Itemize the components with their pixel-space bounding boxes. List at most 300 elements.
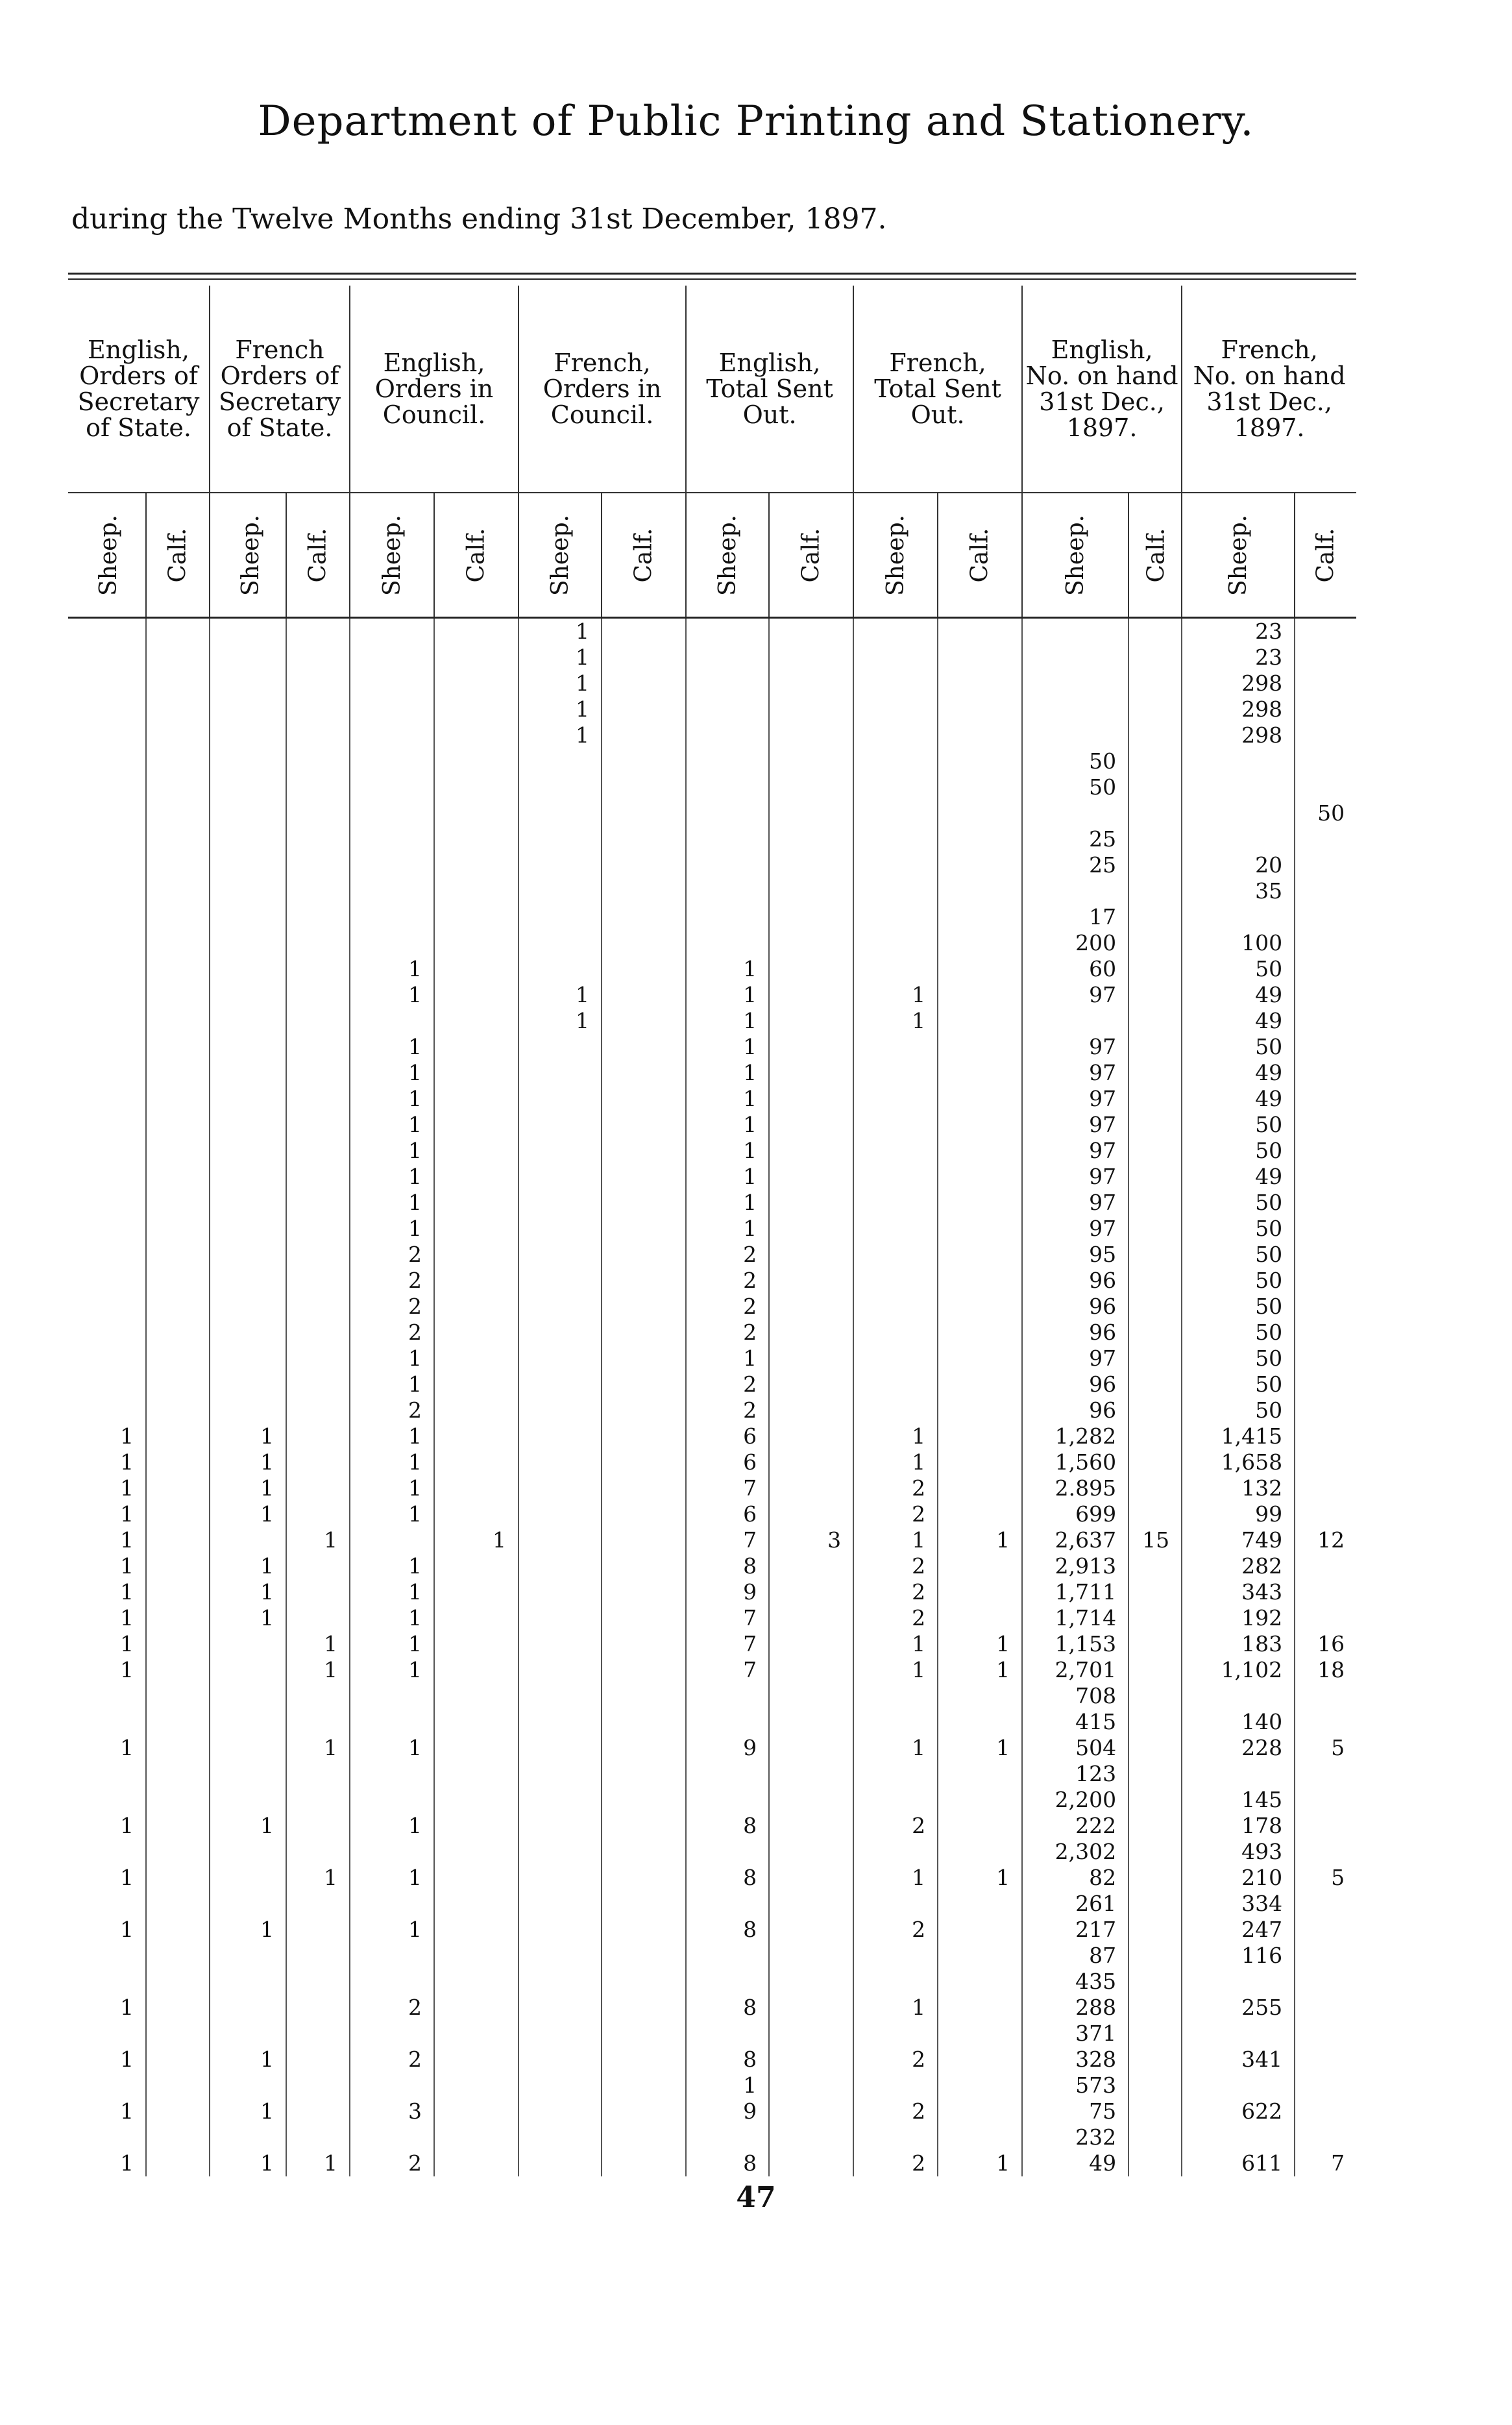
table-cell — [769, 774, 853, 800]
table-cell — [434, 2021, 518, 2047]
table-cell — [938, 1683, 1022, 1709]
table-cell: 96 — [1022, 1372, 1128, 1397]
table-cell — [146, 930, 210, 956]
table-cell — [210, 878, 286, 904]
table-cell — [1295, 1709, 1356, 1735]
table-cell — [1128, 1008, 1182, 1034]
table-cell — [602, 826, 686, 852]
table-cell: 1 — [68, 1735, 146, 1761]
table-cell: 96 — [1022, 1294, 1128, 1320]
table-cell — [602, 878, 686, 904]
table-cell: 328 — [1022, 2047, 1128, 2073]
table-cell — [938, 1995, 1022, 2021]
table-cell — [853, 774, 938, 800]
table-row — [68, 1865, 1356, 1891]
table-cell — [518, 1839, 602, 1865]
table-cell: 96 — [1022, 1268, 1128, 1294]
table-cell — [602, 982, 686, 1008]
table-cell: 1 — [686, 1112, 769, 1138]
table-cell — [1128, 2047, 1182, 2073]
table-cell: 1 — [68, 1657, 146, 1683]
table-row — [68, 1475, 1356, 1501]
table-cell — [686, 671, 769, 696]
group-header-line: English, — [88, 336, 189, 364]
table-cell — [286, 1839, 350, 1865]
table-cell — [68, 1346, 146, 1372]
table-cell — [1128, 1891, 1182, 1917]
table-cell: 7 — [686, 1657, 769, 1683]
table-cell — [68, 1294, 146, 1320]
table-cell: 75 — [1022, 2099, 1128, 2124]
table-cell: 123 — [1022, 1761, 1128, 1787]
table-cell — [769, 1579, 853, 1605]
table-cell — [146, 1164, 210, 1190]
table-cell — [210, 1631, 286, 1657]
table-cell: 1 — [350, 1475, 434, 1501]
table-cell: 1 — [286, 2150, 350, 2176]
table-cell: 1 — [518, 618, 602, 645]
table-cell — [938, 1190, 1022, 1216]
table-cell — [68, 645, 146, 671]
table-cell — [853, 1138, 938, 1164]
table-cell: 1 — [286, 1735, 350, 1761]
table-cell — [1295, 2124, 1356, 2150]
table-cell — [1295, 1138, 1356, 1164]
table-cell — [434, 1397, 518, 1423]
table-cell — [146, 1138, 210, 1164]
table-cell — [686, 2124, 769, 2150]
table-cell — [146, 1034, 210, 1060]
table-cell: 50 — [1182, 1190, 1295, 1216]
table-row — [68, 982, 1356, 1008]
table-cell — [210, 800, 286, 826]
table-cell — [938, 1969, 1022, 1995]
table-cell — [434, 748, 518, 774]
table-cell — [146, 774, 210, 800]
table-cell: 5 — [1295, 1735, 1356, 1761]
column-header-label: Calf. — [1312, 527, 1339, 583]
table-cell: 9 — [686, 2099, 769, 2124]
table-cell — [146, 1397, 210, 1423]
table-cell: 1 — [210, 1605, 286, 1631]
table-cell: 2 — [686, 1397, 769, 1423]
table-cell — [853, 2073, 938, 2099]
table-cell — [1295, 1346, 1356, 1372]
table-cell — [938, 1839, 1022, 1865]
column-header-label: Calf. — [1143, 527, 1170, 583]
table-cell — [853, 748, 938, 774]
table-cell: 1 — [938, 1735, 1022, 1761]
table-cell — [853, 852, 938, 878]
table-cell: 49 — [1182, 982, 1295, 1008]
table-cell — [1295, 1995, 1356, 2021]
table-cell: 23 — [1182, 618, 1295, 645]
group-header-line: of State. — [226, 413, 333, 442]
group-header-line: 31st Dec., — [1206, 388, 1332, 416]
table-cell — [853, 904, 938, 930]
table-cell — [210, 1683, 286, 1709]
table-cell — [938, 1891, 1022, 1917]
table-cell — [602, 1605, 686, 1631]
table-cell — [602, 1787, 686, 1813]
table-cell: 7 — [686, 1527, 769, 1553]
table-cell — [434, 2099, 518, 2124]
table-row — [68, 1813, 1356, 1839]
table-cell: 2 — [350, 1320, 434, 1346]
group-header-line: Secretary — [219, 388, 341, 416]
table-cell — [1295, 1423, 1356, 1449]
table-cell — [146, 1995, 210, 2021]
table-cell — [518, 1553, 602, 1579]
table-cell — [68, 1969, 146, 1995]
table-cell — [1128, 1865, 1182, 1891]
table-cell — [210, 1865, 286, 1891]
table-cell — [210, 852, 286, 878]
table-cell — [1022, 618, 1128, 645]
table-cell — [1295, 1839, 1356, 1865]
table-cell — [1295, 1034, 1356, 1060]
table-cell — [68, 1891, 146, 1917]
table-cell — [686, 748, 769, 774]
table-cell: 1 — [350, 1579, 434, 1605]
table-cell — [1182, 2124, 1295, 2150]
table-cell — [518, 1060, 602, 1086]
table-cell: 1 — [350, 982, 434, 1008]
table-cell — [686, 1839, 769, 1865]
table-cell: 298 — [1182, 671, 1295, 696]
table-cell: 343 — [1182, 1579, 1295, 1605]
table-cell — [1295, 748, 1356, 774]
column-header-label: Sheep. — [237, 514, 264, 596]
table-cell — [434, 1553, 518, 1579]
table-cell: 145 — [1182, 1787, 1295, 1813]
table-cell — [686, 696, 769, 722]
table-cell — [434, 826, 518, 852]
table-cell — [686, 2021, 769, 2047]
table-cell — [210, 2124, 286, 2150]
table-cell: 1 — [210, 1813, 286, 1839]
table-cell — [938, 2047, 1022, 2073]
table-cell: 23 — [1182, 645, 1295, 671]
table-cell: 1 — [210, 1553, 286, 1579]
table-cell — [434, 852, 518, 878]
table-cell — [68, 1787, 146, 1813]
table-cell — [434, 1917, 518, 1943]
table-cell — [853, 696, 938, 722]
table-cell — [938, 1060, 1022, 1086]
table-row — [68, 1527, 1356, 1553]
table-cell — [146, 671, 210, 696]
group-header — [1182, 286, 1356, 493]
group-header-line: French, — [554, 349, 651, 377]
table-cell — [1128, 1709, 1182, 1735]
table-cell — [602, 1190, 686, 1216]
group-header-line: Orders of — [79, 362, 198, 390]
table-cell — [350, 2124, 434, 2150]
table-cell — [286, 1372, 350, 1397]
table-cell — [286, 1553, 350, 1579]
table-cell — [1022, 800, 1128, 826]
table-row — [68, 1423, 1356, 1449]
table-cell — [518, 1527, 602, 1553]
table-cell — [853, 1164, 938, 1190]
column-header-label: Calf. — [966, 527, 994, 583]
sheep-column-header — [210, 493, 286, 618]
table-cell — [938, 1605, 1022, 1631]
table-cell — [1128, 1943, 1182, 1969]
table-cell — [146, 1943, 210, 1969]
table-cell: 2 — [686, 1320, 769, 1346]
table-cell — [518, 956, 602, 982]
table-cell: 1 — [68, 1553, 146, 1579]
table-cell — [602, 904, 686, 930]
table-cell — [434, 1865, 518, 1891]
group-header-line: Council. — [550, 400, 654, 429]
stationery-table — [68, 286, 1356, 2176]
table-cell — [1128, 1397, 1182, 1423]
table-cell: 1 — [518, 671, 602, 696]
table-cell — [1128, 1190, 1182, 1216]
table-cell: 1,282 — [1022, 1423, 1128, 1449]
table-cell — [1295, 1553, 1356, 1579]
table-cell — [518, 904, 602, 930]
table-cell — [602, 748, 686, 774]
table-cell — [938, 1216, 1022, 1242]
table-cell: 1 — [286, 1527, 350, 1553]
table-cell: 1 — [350, 1657, 434, 1683]
table-cell — [853, 1242, 938, 1268]
table-cell: 1,714 — [1022, 1605, 1128, 1631]
table-cell — [769, 1423, 853, 1449]
table-cell — [434, 1242, 518, 1268]
table-row — [68, 1034, 1356, 1060]
table-cell — [434, 645, 518, 671]
table-cell — [434, 1216, 518, 1242]
table-cell — [286, 1995, 350, 2021]
table-cell: 50 — [1182, 1242, 1295, 1268]
table-cell — [1182, 826, 1295, 852]
table-cell: 9 — [686, 1579, 769, 1605]
table-cell — [286, 852, 350, 878]
table-cell: 1 — [350, 1060, 434, 1086]
table-row — [68, 1112, 1356, 1138]
table-cell — [210, 826, 286, 852]
table-cell — [1128, 2021, 1182, 2047]
table-cell — [434, 1813, 518, 1839]
table-cell — [210, 1034, 286, 1060]
table-cell — [938, 1112, 1022, 1138]
table-cell — [686, 645, 769, 671]
table-cell: 708 — [1022, 1683, 1128, 1709]
table-cell: 2 — [686, 1372, 769, 1397]
table-cell — [146, 826, 210, 852]
table-cell: 8 — [686, 2150, 769, 2176]
table-cell — [853, 1372, 938, 1397]
table-cell — [686, 930, 769, 956]
table-cell — [602, 930, 686, 956]
table-cell — [853, 956, 938, 982]
table-cell: 611 — [1182, 2150, 1295, 2176]
table-row — [68, 1969, 1356, 1995]
sheep-column-header — [68, 493, 146, 618]
table-cell — [434, 1294, 518, 1320]
table-cell: 1 — [938, 2150, 1022, 2176]
table-cell — [1128, 1242, 1182, 1268]
table-cell: 2 — [853, 2099, 938, 2124]
table-cell — [286, 722, 350, 748]
group-header-line: French — [235, 336, 324, 364]
table-cell — [938, 645, 1022, 671]
table-cell — [286, 1216, 350, 1242]
table-cell: 288 — [1022, 1995, 1128, 2021]
table-cell — [518, 1294, 602, 1320]
group-header — [686, 286, 853, 493]
table-cell: 222 — [1022, 1813, 1128, 1839]
table-cell — [434, 1579, 518, 1605]
group-header-line: English, — [718, 349, 821, 377]
table-cell — [853, 1969, 938, 1995]
table-cell — [1182, 1761, 1295, 1787]
table-cell: 1 — [350, 1216, 434, 1242]
group-header-line: Secretary — [77, 388, 200, 416]
sheep-column-header — [1182, 493, 1295, 618]
table-cell — [1295, 956, 1356, 982]
table-cell — [853, 1943, 938, 1969]
table-cell — [769, 1164, 853, 1190]
table-cell — [146, 1449, 210, 1475]
table-cell: 1 — [853, 1995, 938, 2021]
table-cell — [68, 1008, 146, 1034]
table-cell — [1295, 1086, 1356, 1112]
table-row — [68, 904, 1356, 930]
table-cell — [146, 1787, 210, 1813]
table-cell — [434, 982, 518, 1008]
table-cell: 2 — [853, 1813, 938, 1839]
table-cell: 49 — [1182, 1086, 1295, 1112]
table-cell — [518, 1735, 602, 1761]
table-cell — [286, 878, 350, 904]
table-cell — [434, 1969, 518, 1995]
group-header-line: Total Sent — [874, 375, 1001, 403]
page-title: Department of Public Printing and Stationery. — [258, 97, 1254, 145]
table-cell: 97 — [1022, 1216, 1128, 1242]
table-cell — [1128, 1579, 1182, 1605]
table-cell: 99 — [1182, 1501, 1295, 1527]
table-cell — [350, 722, 434, 748]
table-cell — [434, 1008, 518, 1034]
table-cell — [146, 1086, 210, 1112]
table-cell — [518, 1657, 602, 1683]
table-cell — [518, 878, 602, 904]
table-cell — [350, 671, 434, 696]
table-cell: 1 — [938, 1527, 1022, 1553]
table-cell — [518, 1034, 602, 1060]
table-cell — [350, 774, 434, 800]
table-cell: 1 — [686, 956, 769, 982]
table-cell: 1,560 — [1022, 1449, 1128, 1475]
table-cell — [1295, 1917, 1356, 1943]
sheep-column-header — [1022, 493, 1128, 618]
table-cell — [518, 1190, 602, 1216]
table-cell — [769, 1787, 853, 1813]
table-cell: 2 — [686, 1268, 769, 1294]
table-cell: 371 — [1022, 2021, 1128, 2047]
table-cell — [1295, 2073, 1356, 2099]
table-cell: 9 — [686, 1735, 769, 1761]
table-cell — [210, 1527, 286, 1553]
table-cell — [602, 1969, 686, 1995]
table-cell: 1 — [210, 2047, 286, 2073]
table-cell — [146, 956, 210, 982]
table-cell — [1128, 1969, 1182, 1995]
table-cell — [769, 696, 853, 722]
table-cell — [769, 1605, 853, 1631]
group-header — [68, 286, 210, 493]
table-cell: 1 — [350, 1190, 434, 1216]
table-cell — [602, 1917, 686, 1943]
table-cell — [938, 2073, 1022, 2099]
column-header-label: Sheep. — [378, 514, 406, 596]
table-cell — [518, 1709, 602, 1735]
table-row — [68, 645, 1356, 671]
table-cell — [68, 1034, 146, 1060]
table-cell — [769, 1294, 853, 1320]
table-cell: 60 — [1022, 956, 1128, 982]
table-cell — [686, 800, 769, 826]
table-cell — [518, 1891, 602, 1917]
table-cell — [938, 1372, 1022, 1397]
table-cell — [518, 774, 602, 800]
table-cell — [434, 1891, 518, 1917]
table-cell — [434, 2150, 518, 2176]
table-cell — [1295, 1320, 1356, 1346]
table-cell: 8 — [686, 1917, 769, 1943]
table-cell — [1295, 1579, 1356, 1605]
table-cell — [146, 1891, 210, 1917]
table-cell: 49 — [1182, 1164, 1295, 1190]
table-cell — [68, 1164, 146, 1190]
table-row — [68, 1372, 1356, 1397]
calf-column-header — [602, 493, 686, 618]
table-cell: 1 — [210, 1501, 286, 1527]
table-cell — [68, 930, 146, 956]
table-cell: 2,302 — [1022, 1839, 1128, 1865]
table-row — [68, 2047, 1356, 2073]
double-rule — [68, 273, 1356, 280]
group-header-line: Orders in — [543, 375, 662, 403]
table-cell: 1 — [68, 1813, 146, 1839]
table-cell — [434, 1268, 518, 1294]
table-cell — [938, 774, 1022, 800]
table-cell — [1128, 1995, 1182, 2021]
table-cell — [68, 671, 146, 696]
table-cell — [146, 1320, 210, 1346]
table-cell — [1128, 1917, 1182, 1943]
table-cell — [938, 1501, 1022, 1527]
column-header-label: Calf. — [798, 527, 825, 583]
table-cell: 493 — [1182, 1839, 1295, 1865]
table-cell — [1128, 2150, 1182, 2176]
table-cell — [602, 696, 686, 722]
table-cell: 1 — [853, 1631, 938, 1657]
table-cell — [1295, 878, 1356, 904]
column-header-label: Sheep. — [546, 514, 574, 596]
table-cell — [1182, 800, 1295, 826]
table-cell — [1128, 1657, 1182, 1683]
table-cell: 97 — [1022, 982, 1128, 1008]
table-cell — [434, 1164, 518, 1190]
table-cell — [286, 2047, 350, 2073]
